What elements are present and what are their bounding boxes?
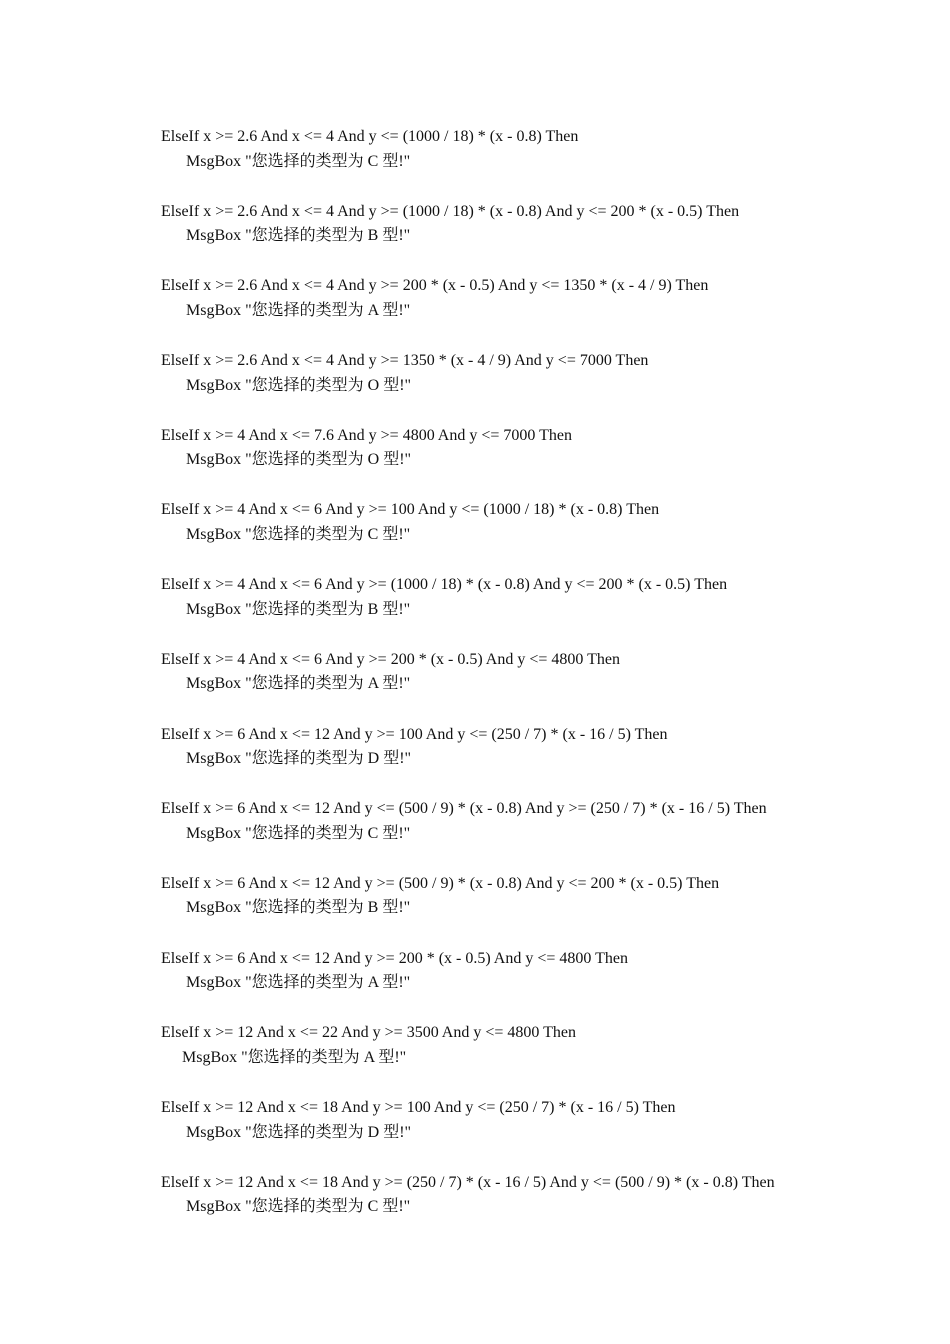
condition-line: ElseIf x >= 12 And x <= 18 And y >= (250 / 7) * (x - 16 / 5) And y <= (500 / 9) * (x - 0.8) Then xyxy=(161,1173,775,1191)
msgbox-line: MsgBox "您选择的类型为 C 型!" xyxy=(186,152,411,170)
code-statement xyxy=(161,797,861,872)
msgbox-line: MsgBox "您选择的类型为 A 型!" xyxy=(186,675,411,693)
msgbox-line: MsgBox "您选择的类型为 C 型!" xyxy=(186,526,411,544)
condition-line: ElseIf x >= 4 And x <= 6 And y >= 200 * (x - 0.5) And y <= 4800 Then xyxy=(161,650,620,668)
code-statement xyxy=(161,349,861,424)
condition-line: ElseIf x >= 6 And x <= 12 And y >= 100 And y <= (250 / 7) * (x - 16 / 5) Then xyxy=(161,725,668,743)
code-statement xyxy=(161,424,861,499)
code-statement xyxy=(161,125,861,200)
code-statement xyxy=(161,1021,861,1096)
msgbox-line: MsgBox "您选择的类型为 D 型!" xyxy=(186,750,412,768)
msgbox-line: MsgBox "您选择的类型为 A 型!" xyxy=(186,301,411,319)
condition-line: ElseIf x >= 2.6 And x <= 4 And y >= 1350 * (x - 4 / 9) And y <= 7000 Then xyxy=(161,352,649,370)
code-statement xyxy=(161,498,861,573)
msgbox-line: MsgBox "您选择的类型为 O 型!" xyxy=(186,376,412,394)
condition-line: ElseIf x >= 6 And x <= 12 And y >= (500 / 9) * (x - 0.8) And y <= 200 * (x - 0.5) Then xyxy=(161,874,720,892)
condition-line: ElseIf x >= 2.6 And x <= 4 And y >= 200 * (x - 0.5) And y <= 1350 * (x - 4 / 9) Then xyxy=(161,277,709,295)
condition-line: ElseIf x >= 4 And x <= 7.6 And y >= 4800 And y <= 7000 Then xyxy=(161,426,572,444)
msgbox-line: MsgBox "您选择的类型为 C 型!" xyxy=(186,824,411,842)
code-statement xyxy=(161,573,861,648)
code-statement xyxy=(161,723,861,798)
condition-line: ElseIf x >= 2.6 And x <= 4 And y >= (1000 / 18) * (x - 0.8) And y <= 200 * (x - 0.5) Then xyxy=(161,202,740,220)
code-statement xyxy=(161,648,861,723)
code-statement xyxy=(161,872,861,947)
msgbox-line: MsgBox "您选择的类型为 B 型!" xyxy=(186,600,411,618)
msgbox-line: MsgBox "您选择的类型为 O 型!" xyxy=(186,451,412,469)
msgbox-line: MsgBox "您选择的类型为 B 型!" xyxy=(186,227,411,245)
condition-line: ElseIf x >= 6 And x <= 12 And y <= (500 / 9) * (x - 0.8) And y >= (250 / 7) * (x - 16 / 5) Then xyxy=(161,800,767,818)
msgbox-line: MsgBox "您选择的类型为 A 型!" xyxy=(182,1048,407,1066)
code-block xyxy=(161,125,861,1245)
msgbox-line: MsgBox "您选择的类型为 B 型!" xyxy=(186,899,411,917)
condition-line: ElseIf x >= 12 And x <= 22 And y >= 3500 And y <= 4800 Then xyxy=(161,1024,576,1042)
code-statement xyxy=(161,274,861,349)
msgbox-line: MsgBox "您选择的类型为 C 型!" xyxy=(186,1198,411,1216)
msgbox-line: MsgBox "您选择的类型为 A 型!" xyxy=(186,974,411,992)
condition-line: ElseIf x >= 6 And x <= 12 And y >= 200 * (x - 0.5) And y <= 4800 Then xyxy=(161,949,628,967)
code-statement xyxy=(161,1096,861,1171)
condition-line: ElseIf x >= 4 And x <= 6 And y >= (1000 / 18) * (x - 0.8) And y <= 200 * (x - 0.5) Then xyxy=(161,576,728,594)
condition-line: ElseIf x >= 2.6 And x <= 4 And y <= (1000 / 18) * (x - 0.8) Then xyxy=(161,128,579,145)
condition-line: ElseIf x >= 4 And x <= 6 And y >= 100 And y <= (1000 / 18) * (x - 0.8) Then xyxy=(161,501,660,519)
code-statement xyxy=(161,947,861,1022)
code-statement xyxy=(161,1171,861,1246)
code-statement xyxy=(161,200,861,275)
condition-line: ElseIf x >= 12 And x <= 18 And y >= 100 And y <= (250 / 7) * (x - 16 / 5) Then xyxy=(161,1098,676,1116)
msgbox-line: MsgBox "您选择的类型为 D 型!" xyxy=(186,1123,412,1141)
